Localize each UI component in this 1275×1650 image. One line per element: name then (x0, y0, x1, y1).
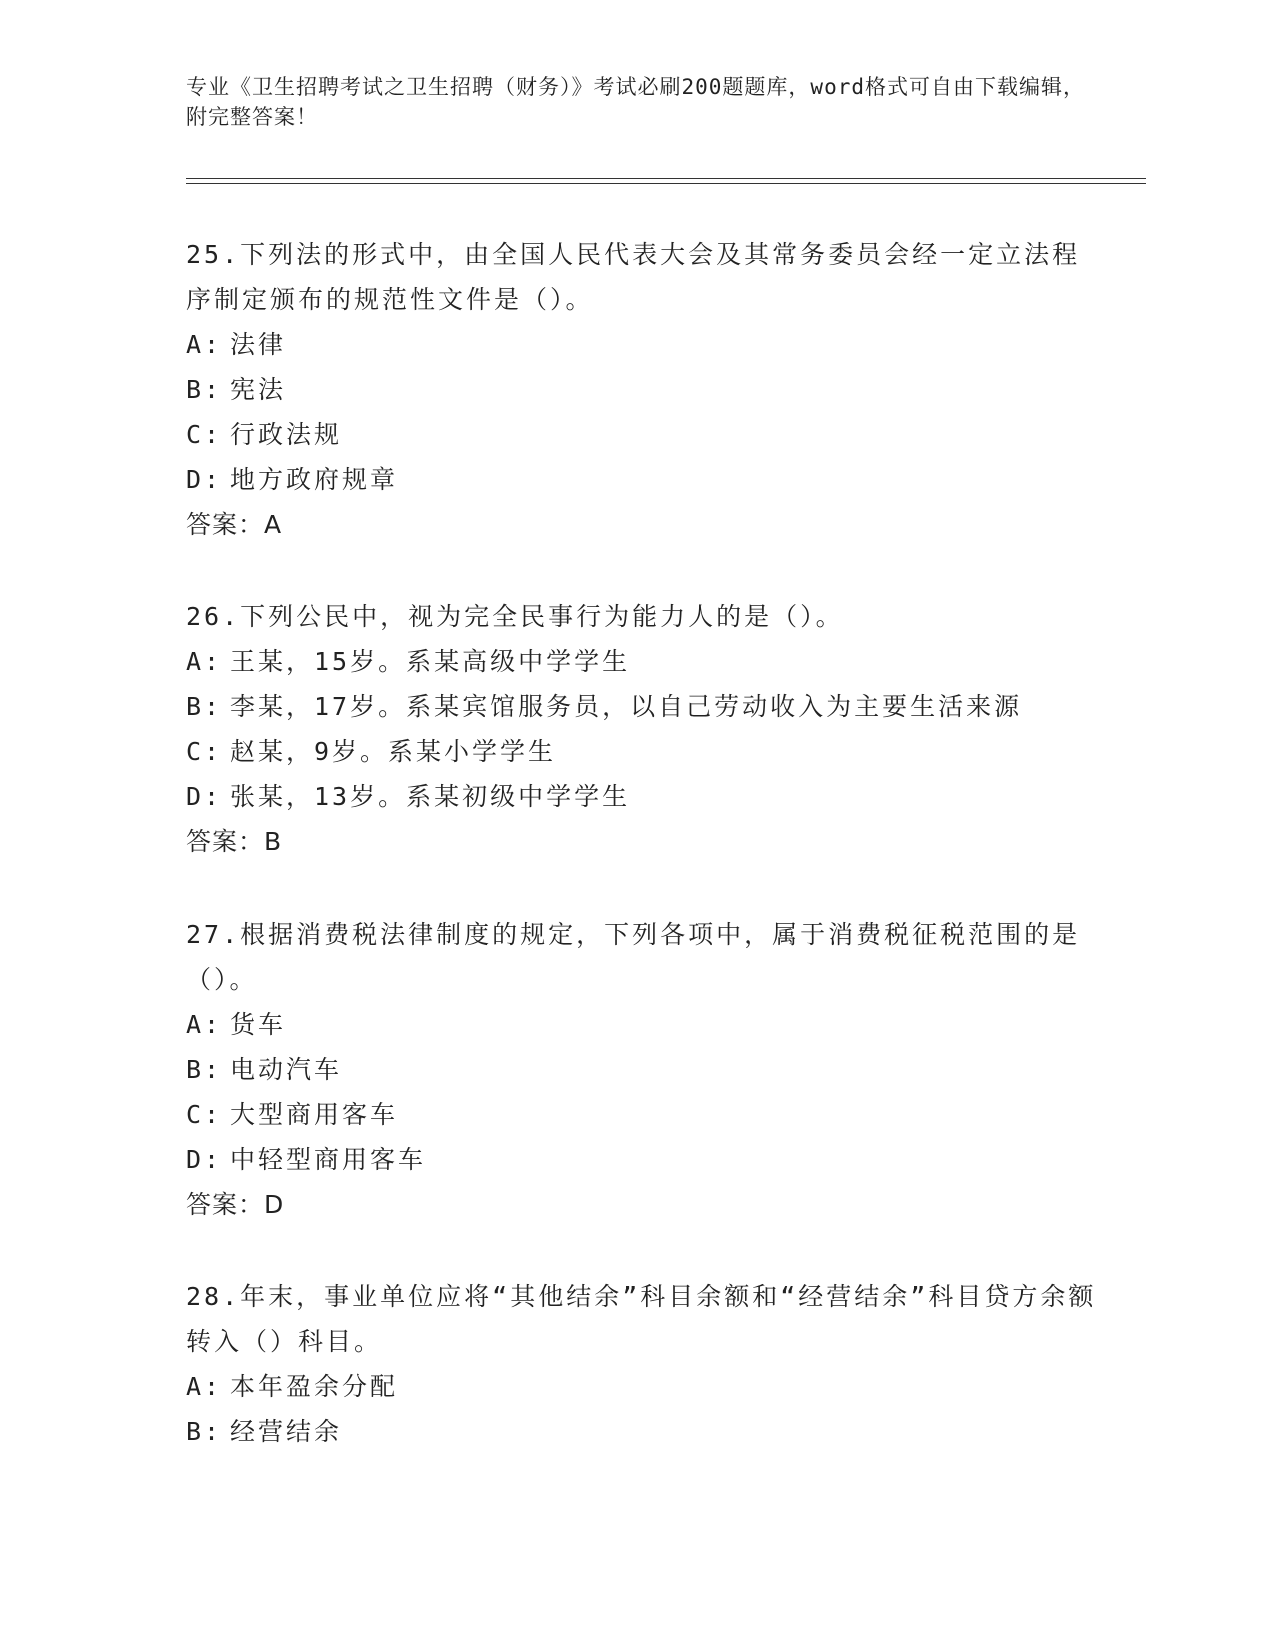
option-text: 大型商用客车 (230, 1100, 399, 1129)
option-text: 宪法 (230, 375, 287, 404)
question-text: 26.下列公民中，视为完全民事行为能力人的是（）。 (186, 602, 844, 631)
option-b (186, 684, 1106, 729)
option-a (186, 322, 1106, 367)
option-letter: A: (186, 330, 223, 359)
question-text: 27.根据消费税法律制度的规定，下列各项中，属于消费税征税范围的是（）。 (186, 920, 1081, 994)
option-letter: A: (186, 1010, 223, 1039)
option-text: 李某，17岁。系某宾馆服务员，以自己劳动收入为主要生活来源 (230, 692, 1023, 721)
option-d (186, 774, 1106, 819)
option-letter: A: (186, 1372, 223, 1401)
option-a (186, 639, 1106, 684)
option-text: 货车 (230, 1010, 287, 1039)
answer-line: 答案：D (186, 1190, 285, 1219)
option-text: 地方政府规章 (230, 465, 399, 494)
option-text: 中轻型商用客车 (230, 1145, 427, 1174)
option-letter: B: (186, 375, 223, 404)
question-text: 25.下列法的形式中，由全国人民代表大会及其常务委员会经一定立法程序制定颁布的规范性文件是（）。 (186, 240, 1081, 314)
question-28 (186, 1274, 1106, 1454)
option-letter: B: (186, 1417, 223, 1446)
question-26 (186, 594, 1106, 864)
option-letter: D: (186, 782, 223, 811)
question-27 (186, 912, 1106, 1227)
option-text: 法律 (230, 330, 287, 359)
option-c (186, 412, 1106, 457)
option-d (186, 1137, 1106, 1182)
option-letter: D: (186, 1145, 223, 1174)
option-d (186, 457, 1106, 502)
option-text: 经营结余 (230, 1417, 343, 1446)
option-letter: C: (186, 1100, 223, 1129)
header-divider-top (186, 178, 1146, 179)
option-letter: C: (186, 737, 223, 766)
option-letter: B: (186, 692, 223, 721)
option-b (186, 1409, 1106, 1454)
option-letter: C: (186, 420, 223, 449)
answer-line: 答案：A (186, 510, 283, 539)
option-text: 电动汽车 (230, 1055, 343, 1084)
option-letter: D: (186, 465, 223, 494)
question-25 (186, 232, 1106, 547)
option-text: 赵某，9岁。系某小学学生 (230, 737, 557, 766)
option-c (186, 1092, 1106, 1137)
option-text: 本年盈余分配 (230, 1372, 399, 1401)
option-c (186, 729, 1106, 774)
option-text: 王某，15岁。系某高级中学学生 (230, 647, 631, 676)
option-text: 行政法规 (230, 420, 343, 449)
option-letter: B: (186, 1055, 223, 1084)
option-b (186, 1047, 1106, 1092)
option-b (186, 367, 1106, 412)
question-text: 28.年末，事业单位应将“其他结余”科目余额和“经营结余”科目贷方余额转入（）科目。 (186, 1282, 1097, 1356)
answer-line: 答案：B (186, 827, 283, 856)
header-divider-bottom (186, 183, 1146, 184)
document-header: 专业《卫生招聘考试之卫生招聘（财务）》考试必刷200题题库，word格式可自由下载编辑，附完整答案！ (186, 75, 1085, 129)
option-text: 张某，13岁。系某初级中学学生 (230, 782, 631, 811)
option-a (186, 1002, 1106, 1047)
option-letter: A: (186, 647, 223, 676)
option-a (186, 1364, 1106, 1409)
